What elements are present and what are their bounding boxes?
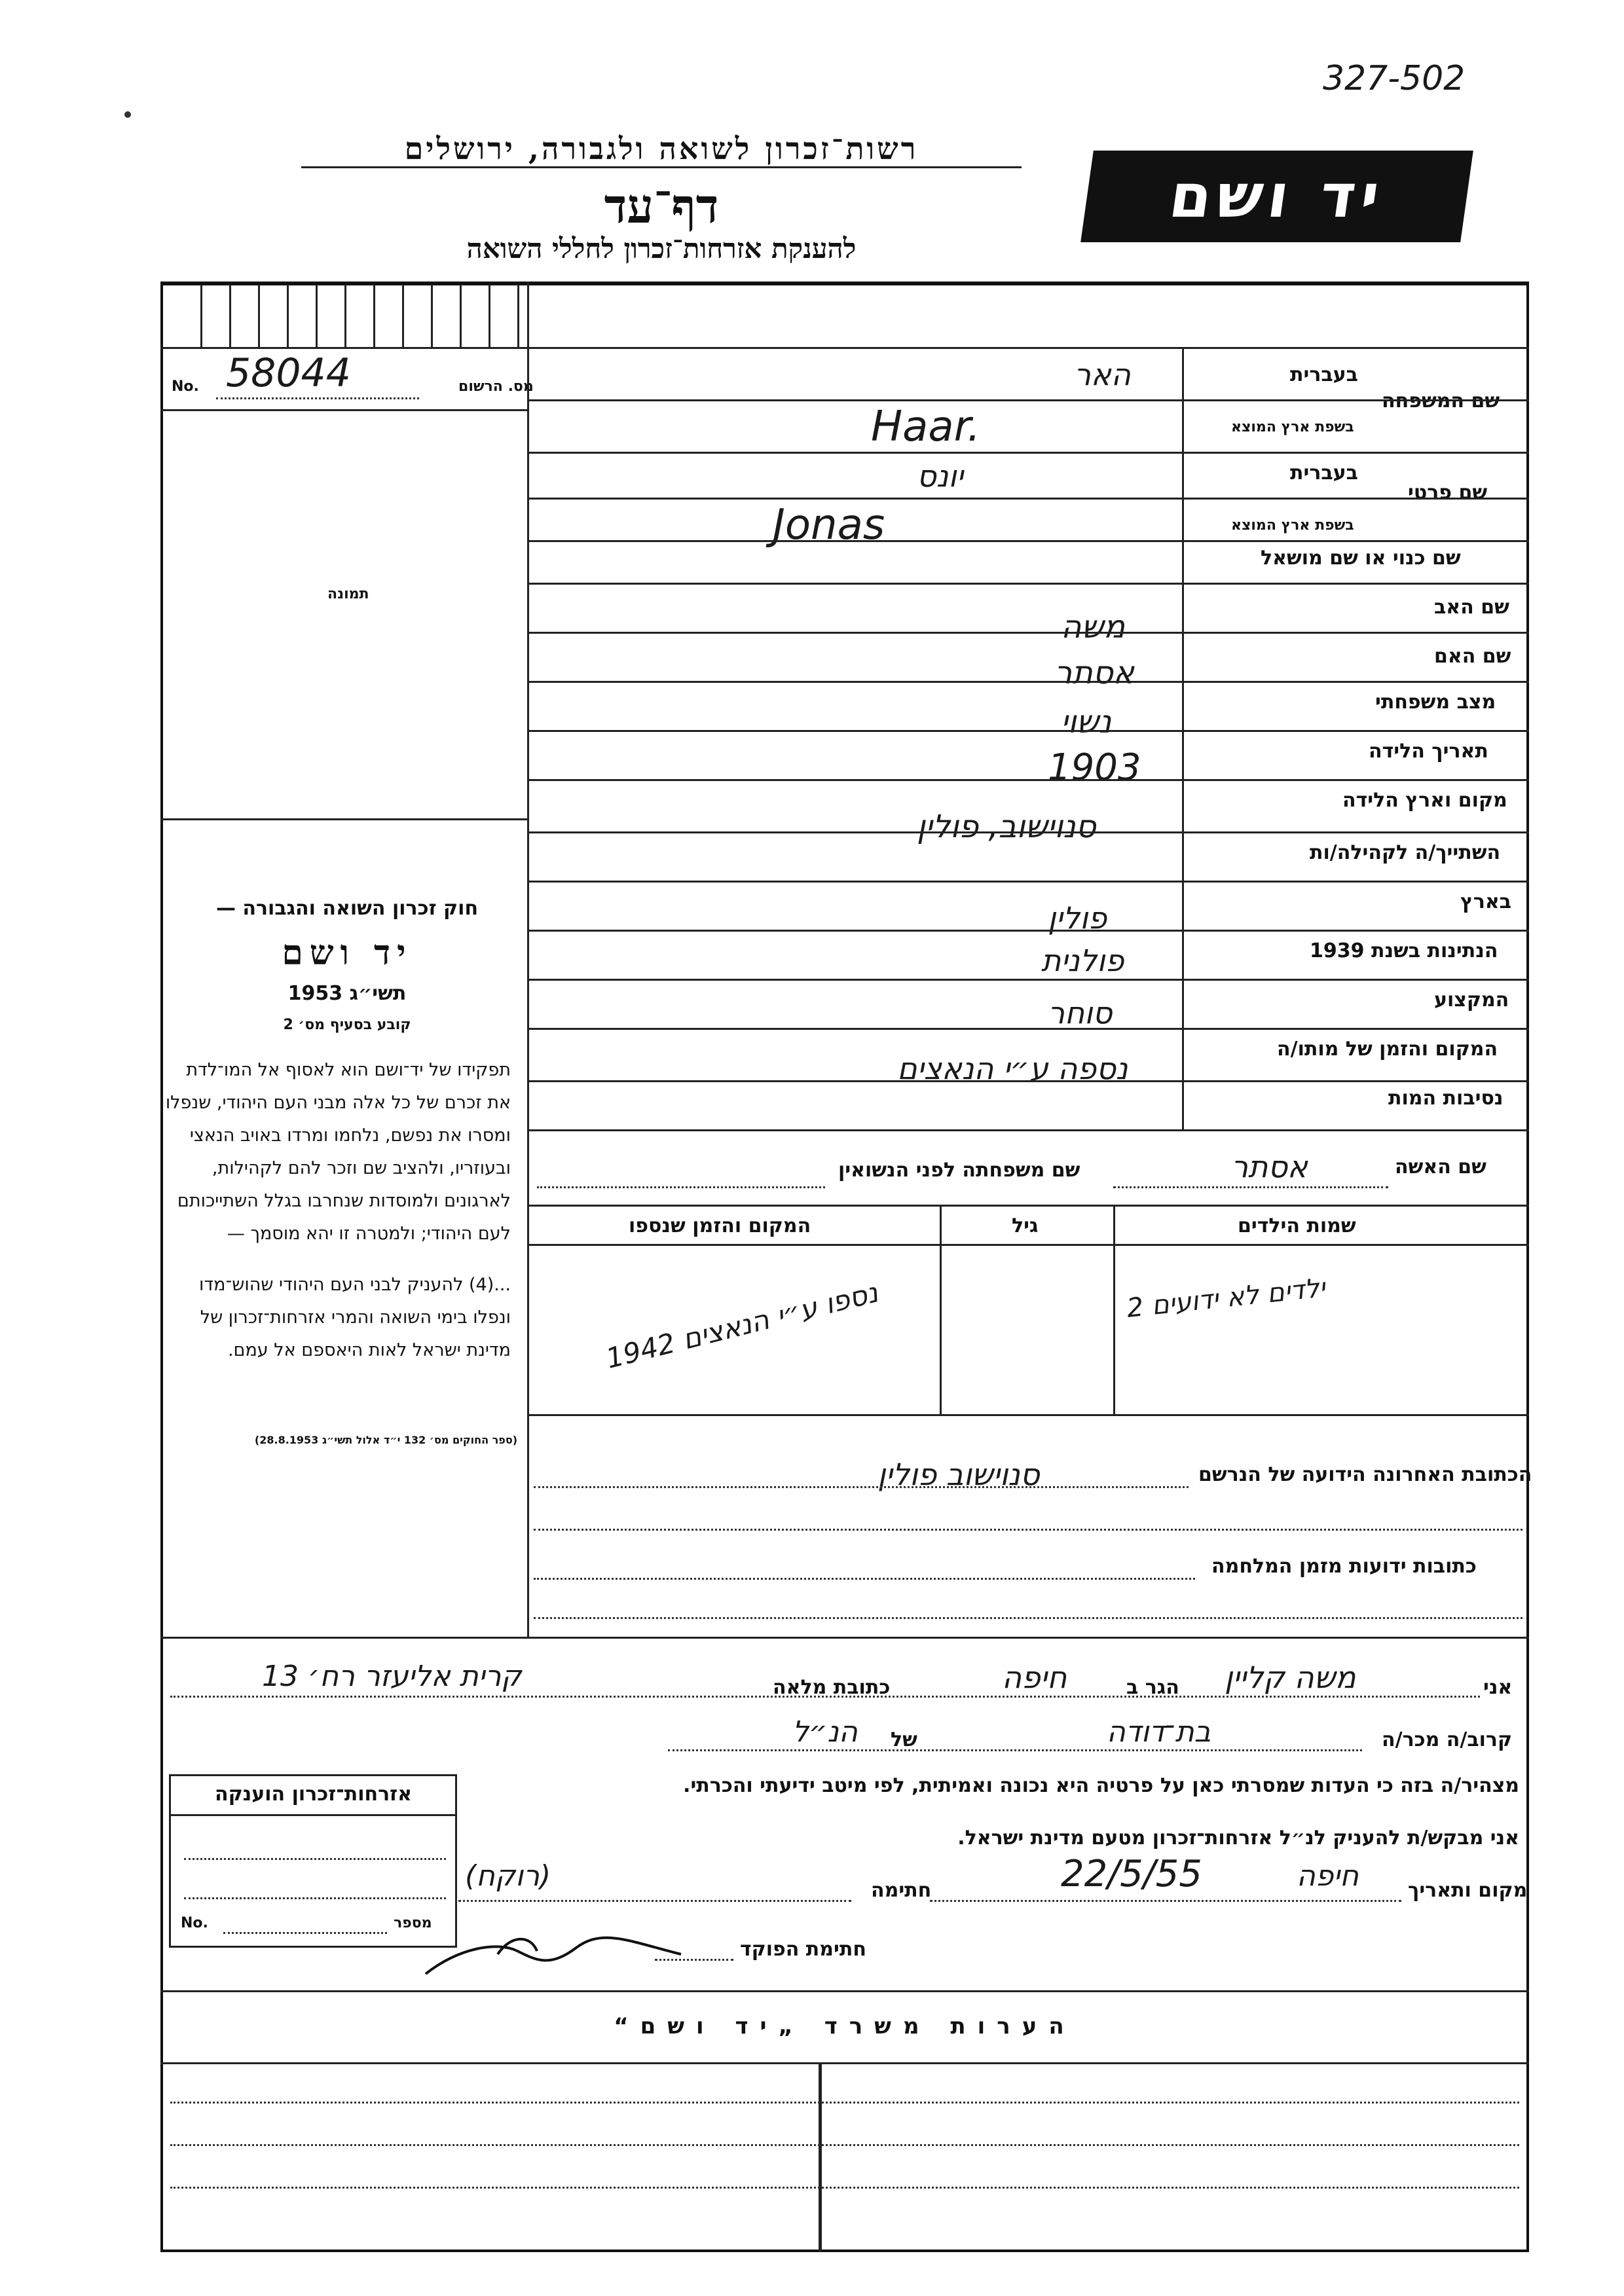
- community-label: השתייך/ה לקהילה/ות: [1310, 841, 1501, 864]
- declarant-of-value: הנ״ל: [792, 1715, 858, 1749]
- registration-number: 58044: [226, 350, 351, 396]
- declaration-date: 22/5/55: [1061, 1853, 1202, 1895]
- mother-label: שם האם: [1434, 645, 1511, 668]
- last-address-value: סנוישוב פולין: [877, 1457, 1040, 1492]
- children-place-header: המקום והזמן שנספו: [629, 1214, 811, 1237]
- declarant-relation: בת־דודה: [1107, 1715, 1211, 1749]
- children-names-header: שמות הילדים: [1238, 1214, 1356, 1237]
- photo-label: תמונה: [327, 586, 369, 602]
- birth-place-label: מקום וארץ הלידה: [1342, 789, 1507, 812]
- profession-label: המקצוע: [1434, 989, 1509, 1011]
- family-name-hebrew-value: האר: [1074, 357, 1131, 392]
- nationality-value: פולנית: [1041, 943, 1124, 978]
- nickname-label: שם כנוי או שם מושאל: [1261, 547, 1461, 570]
- law-title: חוק זכרון השואה והגבורה —: [215, 897, 479, 920]
- first-name-hebrew-label: בעברית: [1290, 462, 1358, 484]
- wife-label: שם האשה: [1395, 1156, 1486, 1178]
- war-addresses-label: כתובות ידועות מזמן המלחמה: [1211, 1555, 1477, 1578]
- law-source: (ספר החוקים מס׳ 132 י״ד אלול תשי״ג 28.8.1953): [254, 1434, 517, 1446]
- authority-line: רשות־זכרון לשואה ולגבורה, ירושלים: [301, 131, 1022, 168]
- form-title: דף־עד: [604, 178, 719, 234]
- stamp-no-label: No.: [181, 1915, 208, 1931]
- death-place-label: המקום והזמן של מותו/ה: [1277, 1038, 1498, 1061]
- father-label: שם האב: [1434, 596, 1509, 619]
- declarant-i-label: אני: [1483, 1676, 1513, 1699]
- children-names-value: 2 ילדים לא ידועים: [1125, 1273, 1327, 1324]
- declarant-signature: (רוקח): [465, 1859, 551, 1893]
- marital-status-label: מצב משפחתי: [1375, 691, 1496, 714]
- marital-status-value: נשוי: [1061, 704, 1112, 740]
- wife-value: אסתר: [1231, 1149, 1308, 1184]
- nationality-label: הנתינות בשנת 1939: [1310, 939, 1498, 962]
- children-place-value: נספו ע״י הנאצים 1942: [602, 1276, 881, 1375]
- last-address-label: הכתובת האחרונה הידועה של הנרשם: [1198, 1463, 1532, 1486]
- declarant-relation-label: קרוב/ה מכר/ה: [1382, 1728, 1513, 1751]
- law-year: תשי״ג 1953: [287, 982, 407, 1005]
- declarant-name: משה קליין: [1225, 1660, 1356, 1695]
- family-name-hebrew-label: בעברית: [1290, 363, 1358, 386]
- office-notes-label: הערות משרד „יד ושם“: [614, 2013, 1076, 2039]
- registration-label: מס. הרשום: [458, 378, 534, 395]
- scan-speck: [124, 111, 131, 118]
- law-text: תפקידו של יד־ושם הוא לאסוף אל המו־לדת את זכרם של כל אלה מבני העם היהודי, שנפלו ומסרו את נפשם, נלחמו ומרדו באויב הנאצי ובעוזריו, ולהציב שם וזכר להם לקהילות, לארגונים ולמוסדות שנחרבו בגלל השתייכותם לעם היהודי; ולמטרה זו יהא מוסמך — ...(4) להעניק לבני העם היהודי שהוש־מדו ונפלו בימי השואה והמרי אזרחות־זכרון של מדינת ישראל לאות היאספם אל עמם.: [165, 1060, 511, 1360]
- officer-signature: [419, 1922, 694, 1980]
- place-date-label: מקום ותאריך: [1408, 1879, 1528, 1902]
- family-name-origin-value: Haar.: [871, 403, 981, 451]
- declarant-of-label: של: [891, 1728, 917, 1751]
- first-name-label: שם פרטי: [1408, 481, 1488, 504]
- father-value: משה: [1061, 609, 1125, 646]
- declaration-place: חיפה: [1297, 1859, 1359, 1893]
- declarant-address-label: כתובת מלאה: [773, 1676, 891, 1699]
- first-name-origin-value: Jonas: [773, 501, 885, 549]
- family-name-origin-label: בשפת ארץ המוצא: [1231, 419, 1354, 435]
- birth-place-value: סנוישוב, פולין: [917, 809, 1096, 845]
- profession-value: סוחר: [1048, 995, 1113, 1030]
- declarant-city: חיפה: [1002, 1660, 1067, 1695]
- registration-no-label: No.: [172, 378, 199, 395]
- death-circumstances-label: נסיבות המות: [1388, 1087, 1504, 1110]
- archive-number: 327-502: [1323, 59, 1466, 98]
- declarant-resides-label: הגר ב: [1126, 1676, 1179, 1699]
- country-value: פולין: [1048, 900, 1107, 936]
- code-cells: [174, 285, 527, 347]
- children-age-header: גיל: [1012, 1214, 1039, 1237]
- wife-maiden-label: שם משפחתה לפני הנשואין: [838, 1159, 1080, 1182]
- signature-label: חתימה: [871, 1879, 932, 1902]
- law-section: קובע בסעיף מס׳ 2: [283, 1017, 411, 1033]
- stamp-title: אזרחות־זכרון הוענקה: [214, 1783, 413, 1806]
- first-name-origin-label: בשפת ארץ המוצא: [1231, 517, 1354, 534]
- yad-vashem-logo: יד ושם: [1080, 151, 1473, 242]
- law-name: יד ושם: [282, 933, 413, 973]
- form-subtitle: להענקת אזרחות־זכרון לחללי השואה: [466, 232, 857, 264]
- mother-value: אסתר: [1054, 655, 1134, 691]
- death-place-value: נספה ע״י הנאצים: [897, 1051, 1128, 1086]
- country-label: בארץ: [1460, 890, 1512, 913]
- first-name-hebrew-value: יונס: [917, 458, 964, 494]
- birth-date-value: 1903: [1048, 746, 1141, 789]
- birth-date-label: תאריך הלידה: [1369, 740, 1488, 763]
- declaration-text: מצהיר/ה בזה כי העדות שמסרתי כאן על פרטיה היא נכונה ואמיתית, לפי מיטב ידיעתי והכרתי.: [683, 1774, 1519, 1797]
- declarant-address: קרית אליעזר רח׳ 13: [262, 1660, 522, 1693]
- officer-signature-label: חתימת הפוקד: [740, 1938, 866, 1961]
- family-name-label: שם המשפחה: [1382, 390, 1500, 412]
- stamp-number-label: מספר: [394, 1915, 432, 1931]
- citizenship-stamp-box: [169, 1774, 457, 1948]
- request-text: אני מבקש/ת להעניק לנ״ל אזרחות־זכרון מטעם מדינת ישראל.: [957, 1827, 1519, 1850]
